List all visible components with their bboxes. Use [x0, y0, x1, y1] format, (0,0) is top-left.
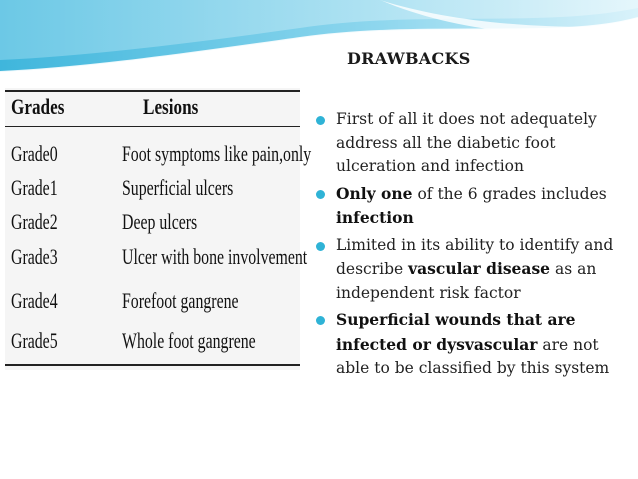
- bullet-dot-icon: [316, 116, 325, 125]
- bullet-bold-text: vascular disease: [408, 259, 551, 278]
- table-top-rule: [5, 90, 300, 92]
- bullet-item: [316, 234, 634, 306]
- table-cell-grade: Grade4: [11, 288, 58, 313]
- table-cell-lesion: Deep ulcers: [122, 209, 198, 234]
- table-header-lesions: Lesions: [143, 94, 199, 119]
- drawbacks-bullet-list: [316, 108, 634, 384]
- bullet-text: First of all it does not adequately address all the diabetic foot ulceration and infection: [336, 110, 597, 175]
- table-cell-lesion: Forefoot gangrene: [122, 288, 239, 313]
- table-header-grades: Grades: [11, 94, 65, 119]
- table-cell-grade: Grade3: [11, 244, 58, 269]
- wagner-grade-table: [5, 88, 312, 370]
- bullet-text: Limited in its ability to identify and describe: [336, 235, 614, 278]
- table-cell-lesion: Ulcer with bone involvement: [122, 244, 308, 269]
- table-cell-grade: Grade5: [11, 328, 58, 353]
- table-cell-lesion: Whole foot gangrene: [122, 328, 256, 353]
- bullet-dot-icon: [316, 190, 325, 199]
- bullet-bold-text: infection: [336, 208, 414, 227]
- table-cell-lesion: Foot symptoms like pain,only: [122, 141, 312, 166]
- table-cell-grade: Grade1: [11, 175, 58, 200]
- bullet-item: [316, 308, 634, 381]
- bullet-text: of the 6 grades includes: [412, 184, 607, 203]
- bullet-bold-text: Only one: [336, 183, 413, 203]
- bullet-text: as an independent risk factor: [336, 260, 597, 302]
- bullet-text: are not able to be classified by this system: [336, 335, 610, 377]
- bullet-dot-icon: [316, 316, 325, 325]
- bullet-item: [316, 108, 634, 179]
- table-header-rule: [5, 126, 300, 127]
- header-wave-decoration: [0, 0, 638, 80]
- bullet-dot-icon: [316, 242, 325, 251]
- bullet-item: [316, 182, 634, 231]
- bullet-bold-text: Superficial wounds that are infected or dysvascular: [336, 310, 576, 354]
- table-cell-lesion: Superficial ulcers: [122, 175, 234, 200]
- slide-title: DRAWBACKS: [347, 49, 471, 68]
- table-bottom-rule: [5, 364, 300, 366]
- table-cell-grade: Grade2: [11, 209, 58, 234]
- table-cell-grade: Grade0: [11, 141, 58, 166]
